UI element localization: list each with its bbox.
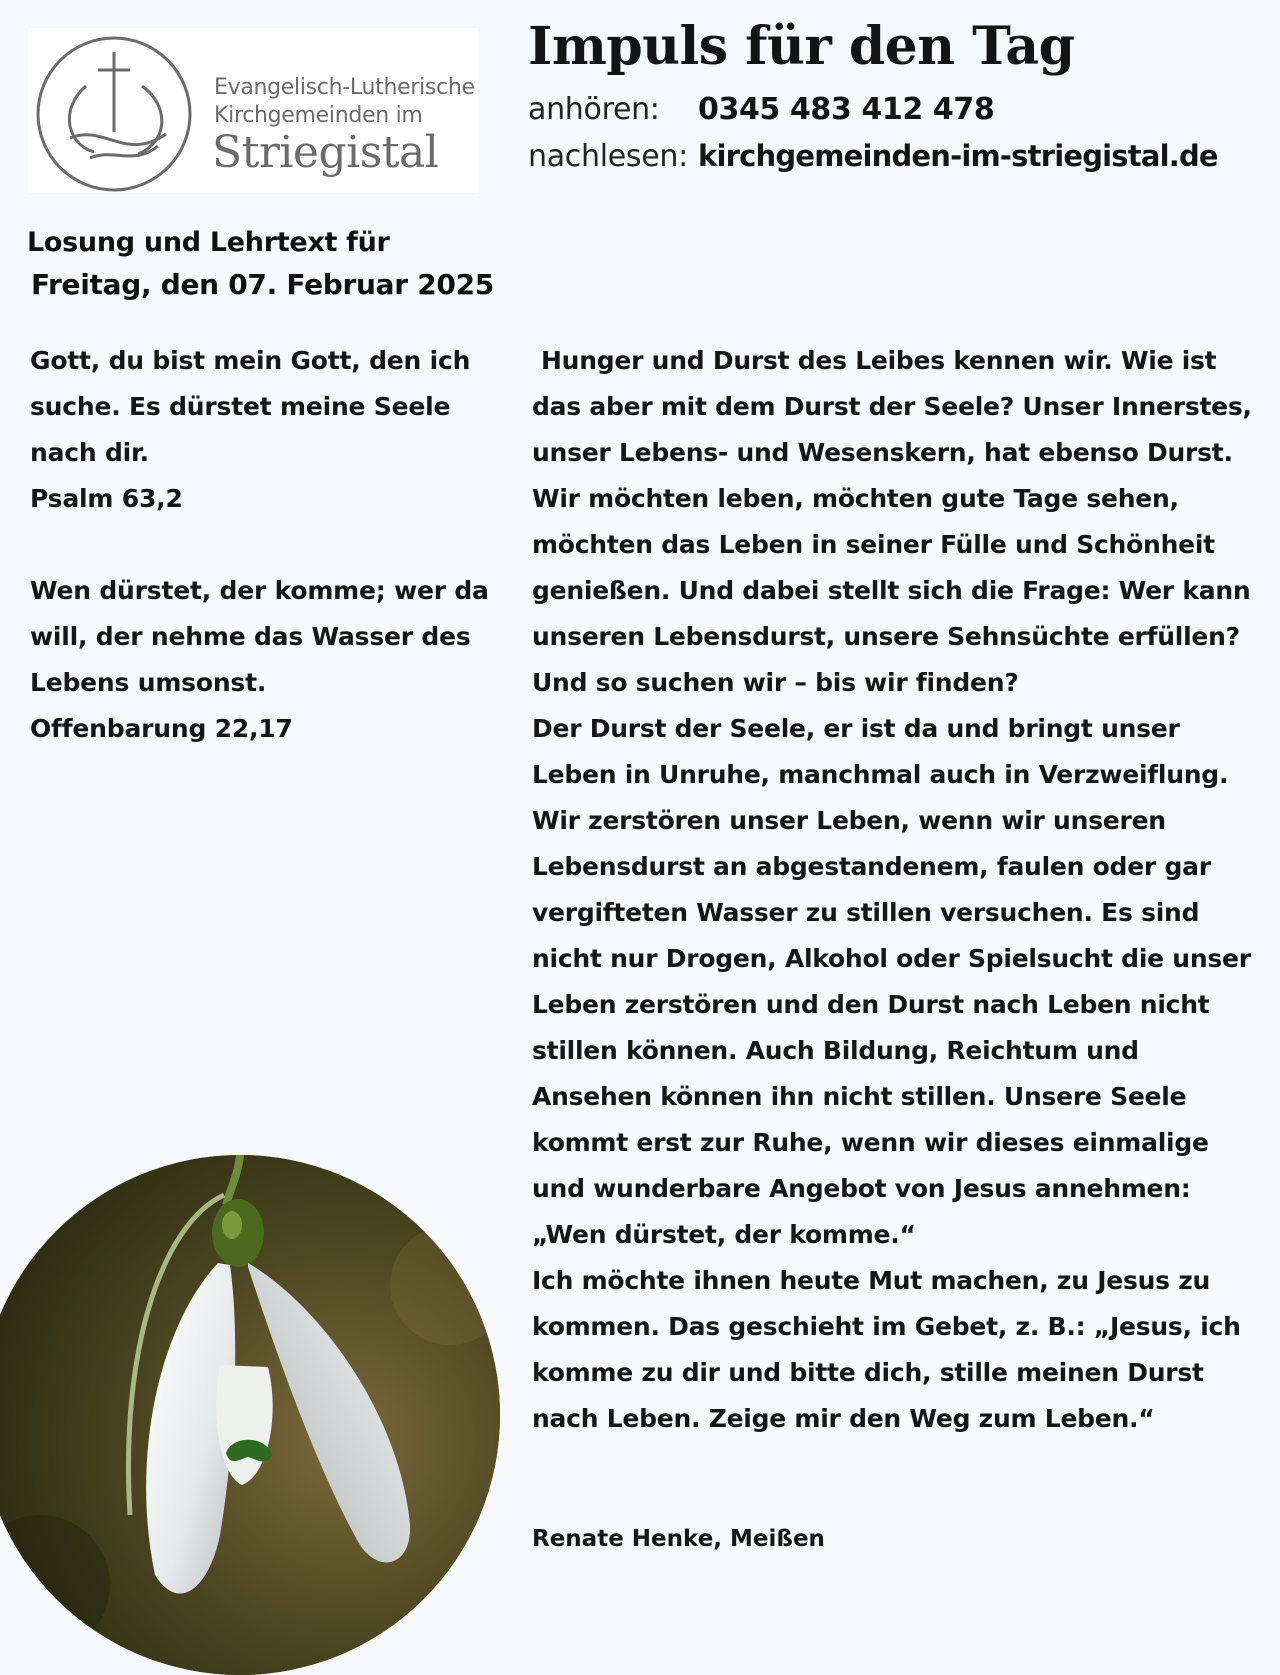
page-title: Impuls für den Tag <box>528 16 1075 77</box>
meditation-text <box>532 338 1252 1442</box>
verse-line: Gott, du bist mein Gott, den ich <box>30 346 471 375</box>
meditation-line: nach Leben. Zeige mir den Weg zum Leben.“ <box>532 1404 1155 1433</box>
listen-row <box>528 92 994 127</box>
verse-line: Wen dürstet, der komme; wer da <box>30 576 489 605</box>
verse-line: will, der nehme das Wasser des <box>30 622 471 651</box>
listen-label: anhören: <box>528 92 660 127</box>
snowdrop-flower-image <box>0 1155 500 1675</box>
website-link[interactable]: kirchgemeinden-im-striegistal.de <box>698 139 1218 173</box>
meditation-line: Der Durst der Seele, er ist da und bringt unser <box>532 714 1180 743</box>
phone-number[interactable]: 0345 483 412 478 <box>698 92 995 127</box>
meditation-line: „Wen dürstet, der komme.“ <box>532 1220 916 1249</box>
meditation-line: und wunderbare Angebot von Jesus annehmen: <box>532 1174 1191 1203</box>
logo-name: Striegistal <box>212 127 439 178</box>
meditation-line: nicht nur Drogen, Alkohol oder Spielsucht die unser <box>532 944 1251 973</box>
verse-line: nach dir. <box>30 438 149 467</box>
snowdrop-photo <box>0 1155 500 1675</box>
meditation-line: unseren Lebensdurst, unsere Sehnsüchte erfüllen? <box>532 622 1240 651</box>
meditation-line: genießen. Und dabei stellt sich die Frage: Wer kann <box>532 576 1251 605</box>
meditation-line: Und so suchen wir – bis wir finden? <box>532 668 1019 697</box>
meditation-line: kommt erst zur Ruhe, wenn wir dieses einmalige <box>532 1128 1209 1157</box>
meditation-line: komme zu dir und bitte dich, stille meinen Durst <box>532 1358 1204 1387</box>
bible-verses <box>30 338 500 752</box>
logo-line-2: Kirchgemeinden im <box>214 103 423 128</box>
losung-heading <box>27 222 494 306</box>
verse-reference: Offenbarung 22,17 <box>30 714 293 743</box>
verse-reference: Psalm 63,2 <box>30 484 183 513</box>
meditation-line: stillen können. Auch Bildung, Reichtum und <box>532 1036 1139 1065</box>
meditation-line: Leben zerstören und den Durst nach Leben nicht <box>532 990 1210 1019</box>
losung-heading-text: Losung und Lehrtext für <box>27 227 390 258</box>
meditation-line: Ansehen können ihn nicht stillen. Unsere Seele <box>532 1082 1187 1111</box>
meditation-line: kommen. Das geschieht im Gebet, z. B.: „Jesus, ich <box>532 1312 1241 1341</box>
meditation-line: möchten das Leben in seiner Fülle und Schönheit <box>532 530 1215 559</box>
church-cross-circle-icon <box>34 34 194 194</box>
losung-date: Freitag, den 07. Februar 2025 <box>31 268 494 301</box>
meditation-line: Wir zerstören unser Leben, wenn wir unseren <box>532 806 1166 835</box>
author: Renate Henke, Meißen <box>532 1526 825 1552</box>
church-logo <box>28 28 478 193</box>
read-row <box>528 139 1218 174</box>
meditation-line: vergifteten Wasser zu stillen versuchen. Es sind <box>532 898 1200 927</box>
meditation-line: das aber mit dem Durst der Seele? Unser Innerstes, <box>532 392 1252 421</box>
read-label: nachlesen: <box>528 139 688 174</box>
meditation-line: Leben in Unruhe, manchmal auch in Verzweiflung. <box>532 760 1229 789</box>
verse-line: Lebens umsonst. <box>30 668 267 697</box>
meditation-line: Ich möchte ihnen heute Mut machen, zu Jesus zu <box>532 1266 1211 1295</box>
logo-line-1: Evangelisch-Lutherische <box>214 75 475 100</box>
meditation-line: Hunger und Durst des Leibes kennen wir. Wie ist <box>541 346 1217 375</box>
verse-line: suche. Es dürstet meine Seele <box>30 392 451 421</box>
meditation-line: Lebensdurst an abgestandenem, faulen oder gar <box>532 852 1211 881</box>
meditation-line: Wir möchten leben, möchten gute Tage sehen, <box>532 484 1179 513</box>
meditation-line: unser Lebens- und Wesenskern, hat ebenso Durst. <box>532 438 1233 467</box>
verse-spacer <box>30 522 500 568</box>
